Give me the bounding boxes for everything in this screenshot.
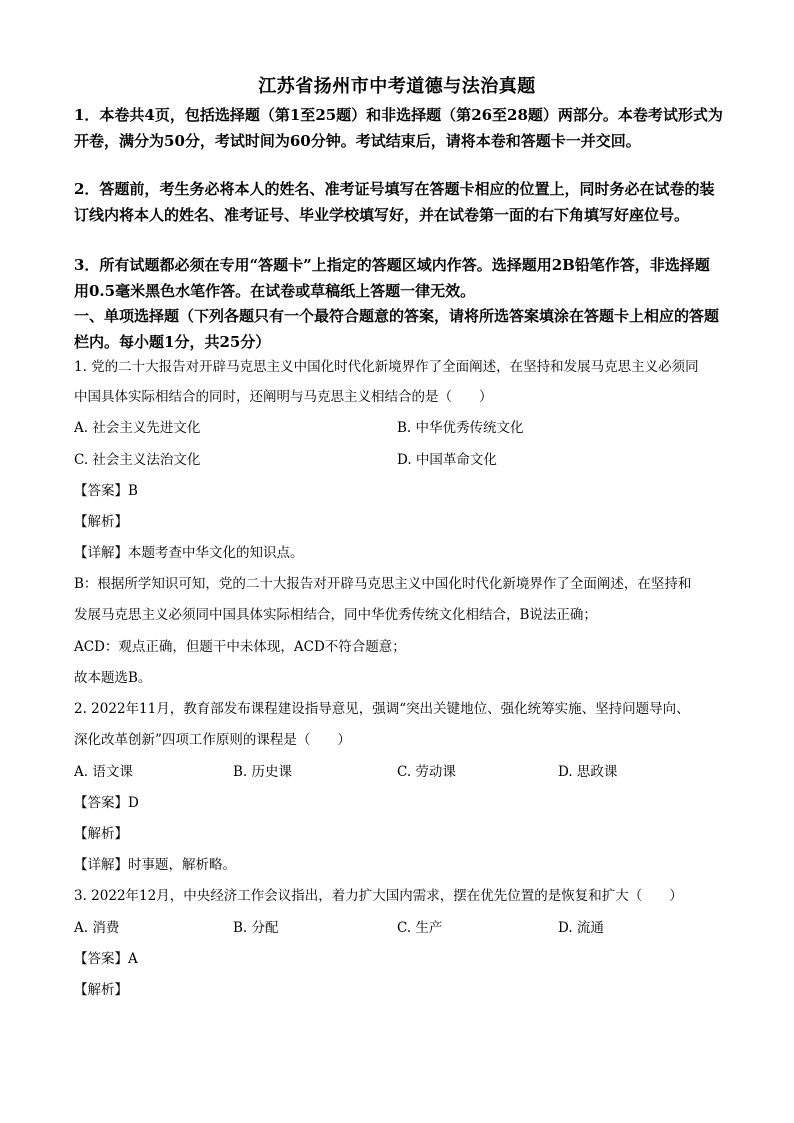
q1-option-b: B. 中华优秀传统文化 bbox=[397, 420, 524, 436]
q1-option-d: D. 中国革命文化 bbox=[397, 452, 497, 468]
q2-detail: 【详解】时事题，解析略。 bbox=[74, 857, 236, 873]
q1-answer: 【答案】B bbox=[74, 483, 138, 499]
q2-stem-line2: 深化改革创新”四项工作原则的课程是（ ） bbox=[74, 732, 351, 748]
q1-option-c: C. 社会主义法治文化 bbox=[74, 452, 201, 468]
q3-answer: 【答案】A bbox=[74, 951, 138, 967]
q2-option-a: A. 语文课 bbox=[74, 764, 133, 780]
q1-explanation-line3: ACD：观点正确，但题干中未体现，ACD不符合题意； bbox=[74, 639, 406, 655]
page-title: 江苏省扬州市中考道德与法治真题 bbox=[258, 76, 536, 97]
notice-2: 2．答题前，考生务必将本人的姓名、准考证号填写在答题卡相应的位置上，同时务必在试卷的装订线内将本人的姓名、准考证号、毕业学校填写好，并在试卷第一面的右下角填写好座位号。 bbox=[74, 180, 715, 224]
q3-stem-line1: 3. 2022年12月，中央经济工作会议指出，着力扩大国内需求，摆在优先位置的是恢复和扩大（ ） bbox=[74, 888, 683, 904]
q1-option-a: A. 社会主义先进文化 bbox=[74, 420, 201, 436]
q3-option-c: C. 生产 bbox=[397, 920, 443, 936]
q2-answer: 【答案】D bbox=[74, 795, 139, 811]
q2-option-b: B. 历史课 bbox=[233, 764, 293, 780]
q1-explanation-line2: 发展马克思主义必须同中国具体实际相结合，同中华优秀传统文化相结合，B说法正确； bbox=[74, 607, 597, 623]
q1-stem-line2: 中国具体实际相结合的同时，还阐明与马克思主义相结合的是（ ） bbox=[74, 389, 493, 405]
q1-analysis-label: 【解析】 bbox=[74, 514, 128, 530]
q1-stem-line1: 1. 党的二十大报告对开辟马克思主义中国化时代化新境界作了全面阐述，在坚持和发展马克思主义必须同 bbox=[74, 359, 699, 375]
q1-explanation-line1: B：根据所学知识可知，党的二十大报告对开辟马克思主义中国化时代化新境界作了全面阐述，在坚持和 bbox=[74, 576, 692, 592]
q2-analysis-label: 【解析】 bbox=[74, 826, 128, 842]
q2-option-d: D. 思政课 bbox=[558, 764, 618, 780]
notice-3: 3．所有试题都必须在专用“答题卡”上指定的答题区域内作答。选择题用2B铅笔作答，非选择题用0.5毫米黑色水笔作答。在试卷或草稿纸上答题一律无效。 bbox=[74, 256, 710, 300]
section-heading: 一、单项选择题（下列各题只有一个最符合题意的答案，请将所选答案填涂在答题卡上相应的答题栏内。每小题1分，共25分） bbox=[74, 307, 720, 351]
q3-option-a: A. 消费 bbox=[74, 920, 120, 936]
q3-option-b: B. 分配 bbox=[233, 920, 279, 936]
q3-option-d: D. 流通 bbox=[558, 920, 604, 936]
q2-option-c: C. 劳动课 bbox=[397, 764, 456, 780]
q2-stem-line1: 2. 2022年11月，教育部发布课程建设指导意见，强调“突出关键地位、强化统筹实施、坚持问题导向、 bbox=[74, 701, 690, 717]
notice-1: 1．本卷共4页，包括选择题（第1至25题）和非选择题（第26至28题）两部分。本卷考试形式为开卷，满分为50分，考试时间为60分钟。考试结束后，请将本卷和答题卡一并交回。 bbox=[74, 106, 723, 150]
q1-detail: 【详解】本题考查中华文化的知识点。 bbox=[74, 545, 304, 561]
q1-explanation-line4: 故本题选B。 bbox=[74, 670, 152, 686]
q3-analysis-label: 【解析】 bbox=[74, 982, 128, 998]
